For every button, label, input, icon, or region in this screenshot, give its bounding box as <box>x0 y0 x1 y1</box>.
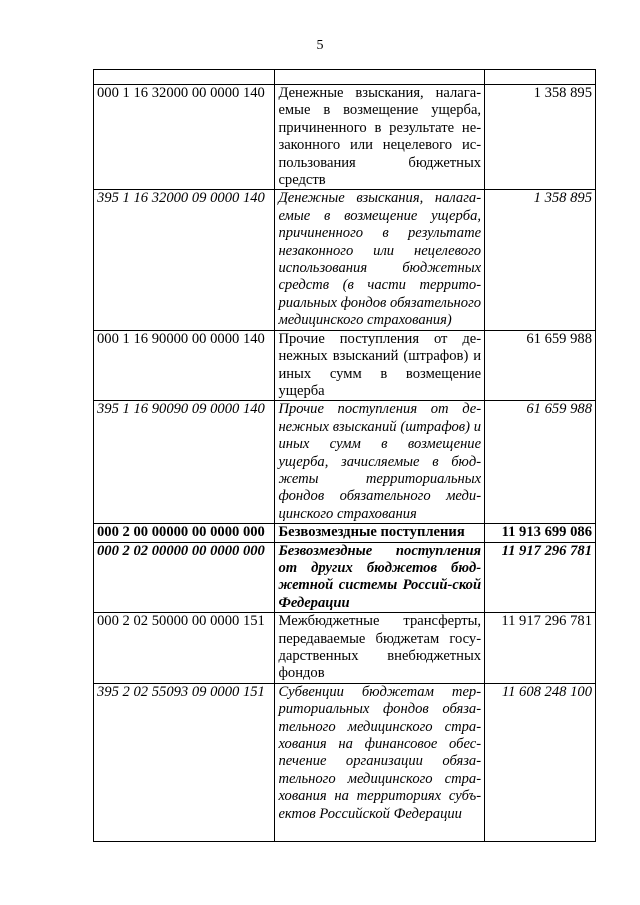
table-row <box>94 683 596 841</box>
revenue-name: Безвозмездные поступления <box>275 524 485 542</box>
table-row <box>94 401 596 524</box>
amount: 11 917 296 781 <box>485 613 596 684</box>
revenue-name: Межбюджетные трансферты, передаваемые бюджетам госу-дарственных внебюджетных фондов <box>275 613 485 684</box>
revenue-name: Субвенции бюджетам тер-риториальных фондов обяза-тельного медицинского стра-хования на финансовое обес-печение организации обяза-тельного медицинского стра-хования на территориях субъ-ектов Российской Федерации <box>275 683 485 841</box>
revenue-name: Прочие поступления от де-нежных взысканий (штрафов) и иных сумм в возмещение ущерба <box>275 330 485 401</box>
amount: 11 913 699 086 <box>485 524 596 542</box>
table-row <box>94 524 596 542</box>
budget-code: 000 1 16 90000 00 0000 140 <box>94 330 275 401</box>
budget-code: 000 1 16 32000 00 0000 140 <box>94 85 275 190</box>
page-number: 5 <box>316 38 324 53</box>
budget-code: 395 1 16 90090 09 0000 140 <box>94 401 275 524</box>
revenue-name: Безвозмездные поступления от других бюджетов бюд-жетной системы Россий-ской Федерации <box>275 542 485 613</box>
table-row <box>94 85 596 190</box>
header-cell-amount <box>485 70 596 85</box>
table-row <box>94 542 596 613</box>
revenue-name: Денежные взыскания, налага-емые в возмещение ущерба, причиненного в результате незаконного или нецелевого использования бюджетных средств (в части террито-риальных фондов обязательного медицинского страхования) <box>275 190 485 330</box>
revenue-name: Прочие поступления от де-нежных взысканий (штрафов) и иных сумм в возмещение ущерба, зачисляемые в бюд-жеты территориальных фондов обязательного меди-цинского страхования <box>275 401 485 524</box>
budget-code: 395 1 16 32000 09 0000 140 <box>94 190 275 330</box>
table-header-row <box>94 70 596 85</box>
table-row <box>94 330 596 401</box>
budget-code: 000 2 00 00000 00 0000 000 <box>94 524 275 542</box>
header-cell-name <box>275 70 485 85</box>
amount: 61 659 988 <box>485 330 596 401</box>
revenue-name: Денежные взыскания, налага-емые в возмещение ущерба, причиненного в результате не-законного или нецелевого ис-пользования бюджетных средств <box>275 85 485 190</box>
amount: 1 358 895 <box>485 85 596 190</box>
budget-code: 000 2 02 50000 00 0000 151 <box>94 613 275 684</box>
amount: 11 917 296 781 <box>485 542 596 613</box>
table-row <box>94 190 596 330</box>
header-cell-code <box>94 70 275 85</box>
amount: 61 659 988 <box>485 401 596 524</box>
revenue-table <box>93 69 596 842</box>
budget-code: 000 2 02 00000 00 0000 000 <box>94 542 275 613</box>
amount: 1 358 895 <box>485 190 596 330</box>
table-row <box>94 613 596 684</box>
amount: 11 608 248 100 <box>485 683 596 841</box>
budget-code: 395 2 02 55093 09 0000 151 <box>94 683 275 841</box>
